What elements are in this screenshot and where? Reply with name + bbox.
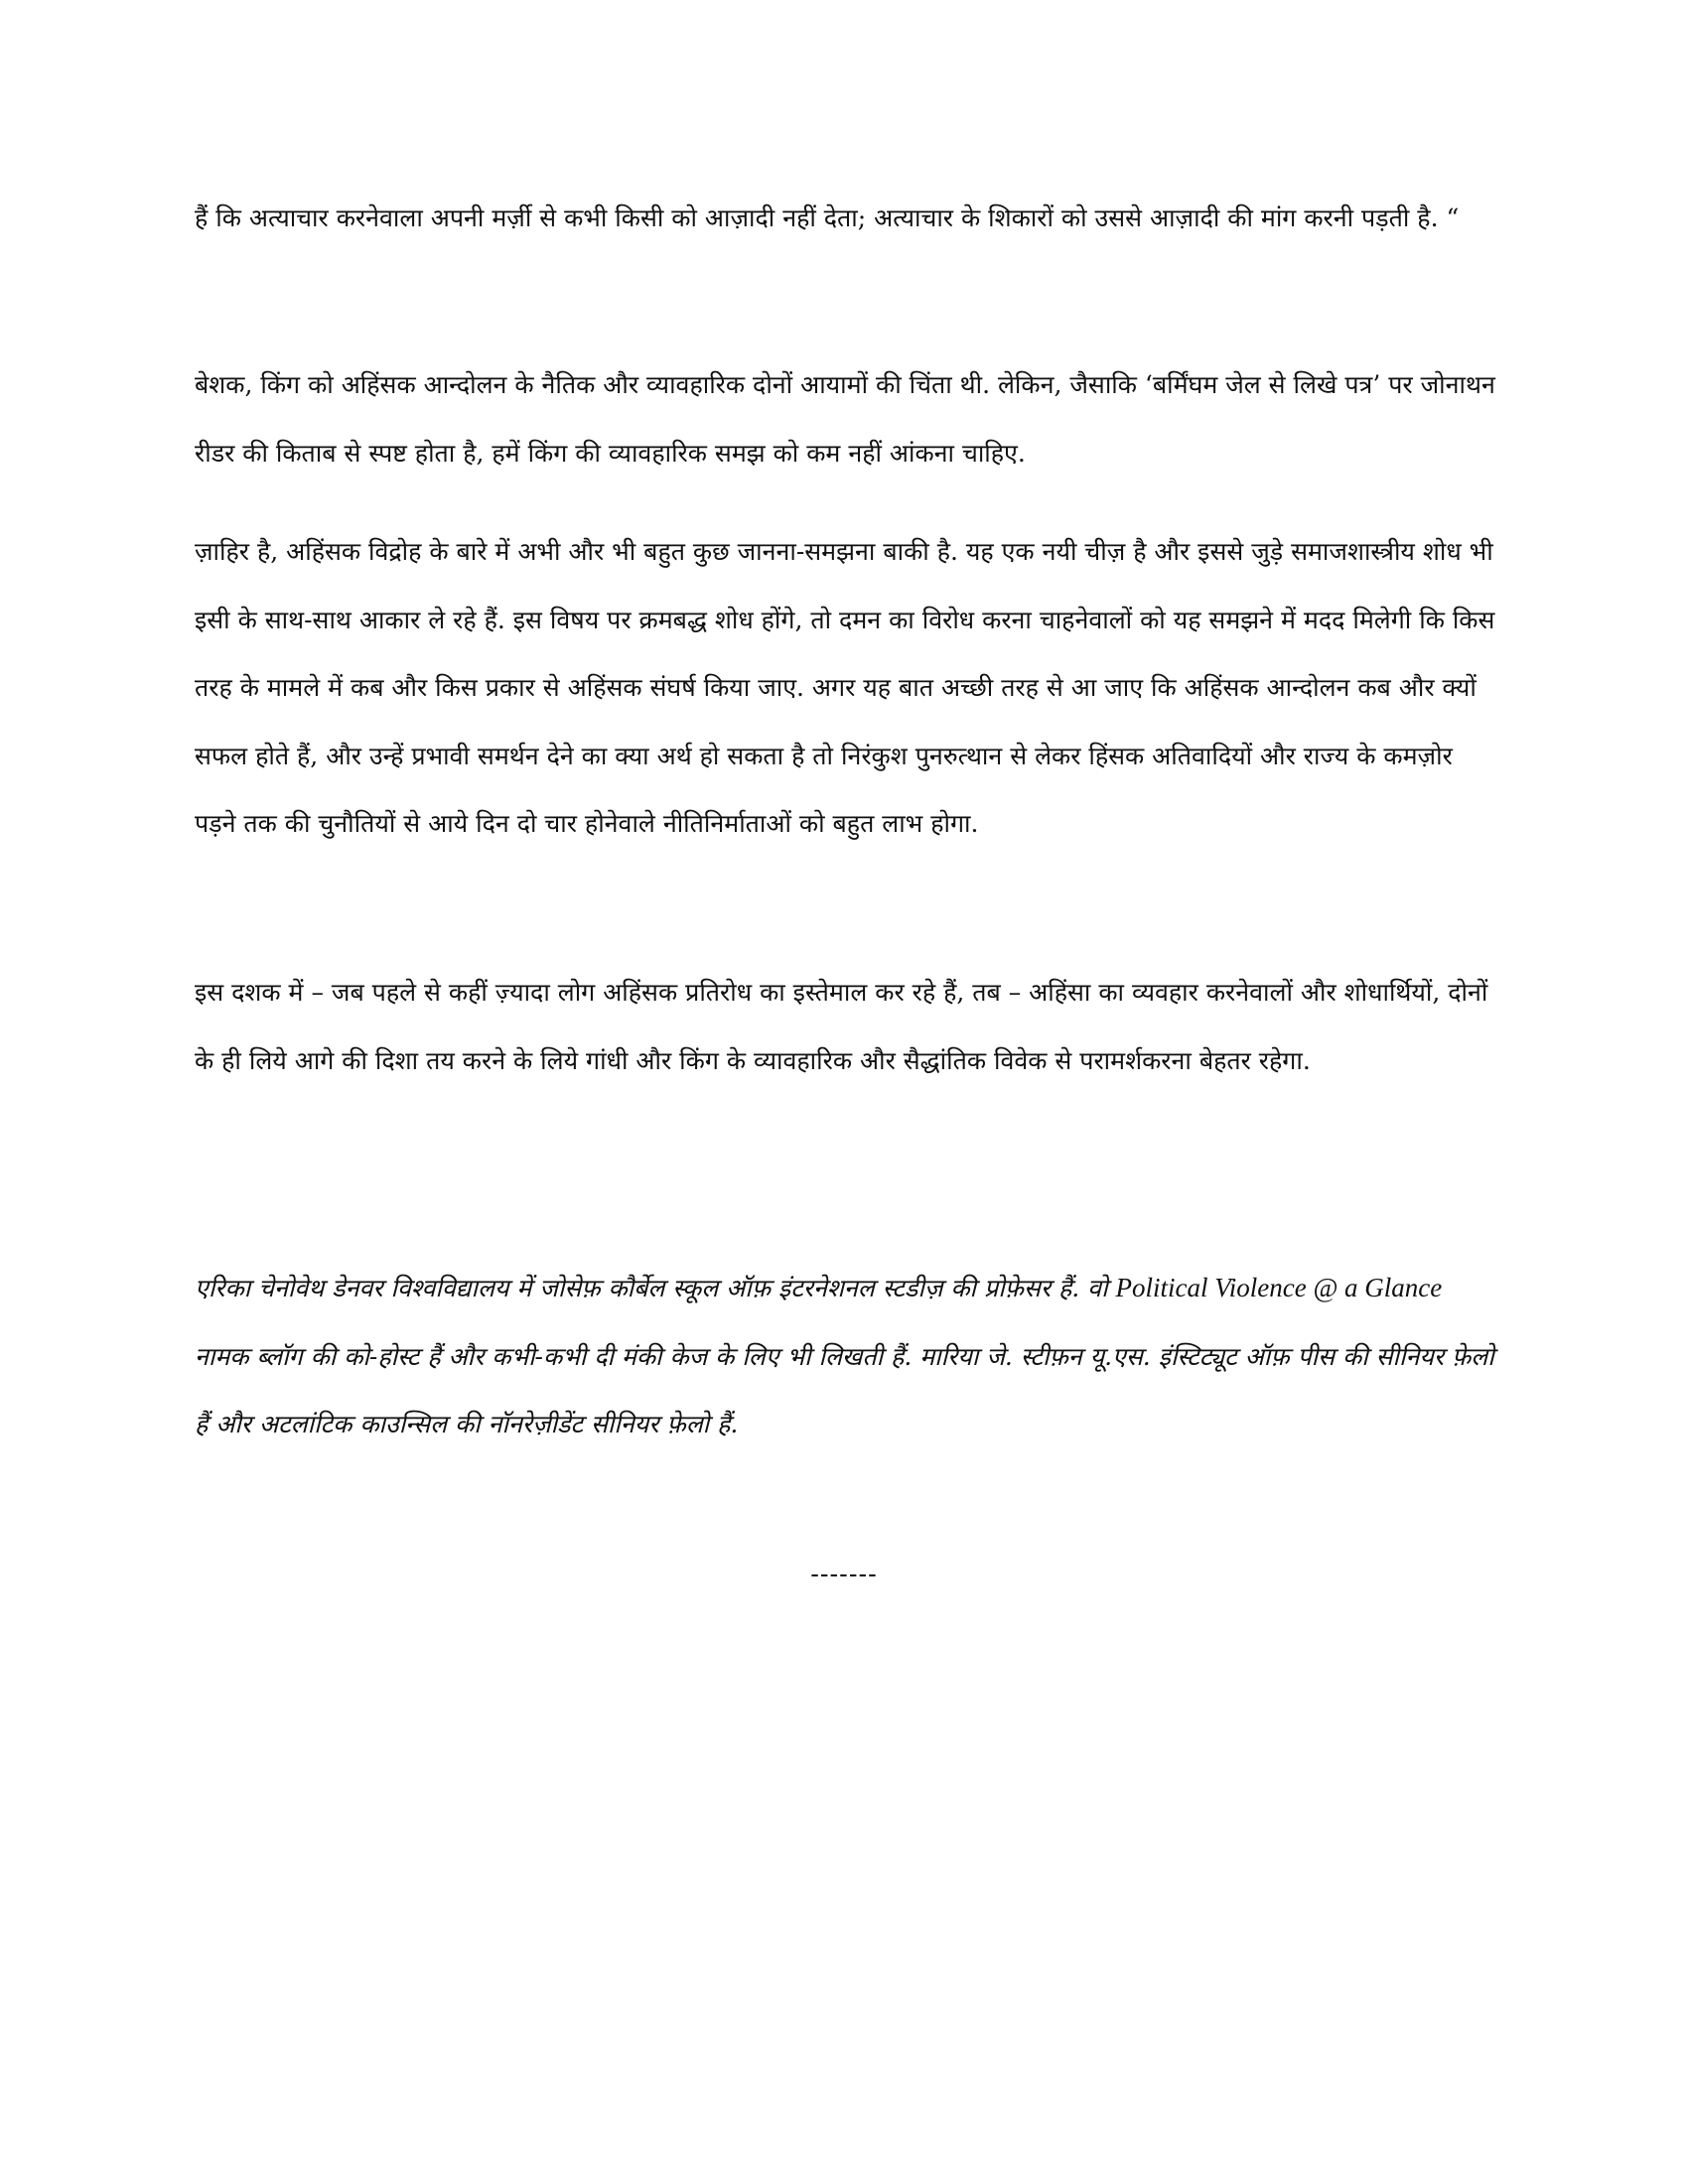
paragraph-4 xyxy=(195,959,1495,1095)
paragraph-2 xyxy=(195,351,1495,487)
bio-part-1: एरिका चेनोवेथ डेनवर विश्वविद्यालय में जोसेफ़ कौर्बेल स्कूल ऑफ़ इंटरनेशनल स्टडीज़ की प्रोफ़ेसर हैं. वो xyxy=(195,1274,1116,1302)
author-bio xyxy=(195,1254,1495,1459)
bio-part-2: नामक ब्लॉग की को-होस्ट हैं और कभी-कभी दी मंकी केज के लिए भी लिखती हैं. मारिया जे. स्टीफ़न यू.एस. इंस्टिट्यूट ऑफ़ पीस की सीनियर फ़ेलो हैं और अटलांटिक काउन्सिल की नॉनरेज़ीडेंट सीनियर फ़ेलो हैं. xyxy=(195,1341,1494,1438)
paragraph-3 xyxy=(195,518,1495,859)
paragraph-text: इस दशक में – जब पहले से कहीं ज़्यादा लोग अहिंसक प्रतिरोध का इस्तेमाल कर रहे हैं, तब – अहिंसा का व्यवहार करनेवालों और शोधार्थियों, दोनों के ही लिये आगे की दिशा तय करने के लिये गांधी और किंग के व्यावहारिक और सैद्धांतिक विवेक से परामर्शकरना बेहतर रहेगा. xyxy=(195,978,1488,1075)
paragraph-1 xyxy=(195,185,1495,253)
blog-name: Political Violence @ a Glance xyxy=(1115,1273,1443,1302)
paragraph-text: ज़ाहिर है, अहिंसक विद्रोह के बारे में अभी और भी बहुत कुछ जानना-समझना बाकी है. यह एक नयी चीज़ है और इससे जुड़े समाजशास्त्रीय शोध भी इसी के साथ-साथ आकार ले रहे हैं. इस विषय पर क्रमबद्ध शोध होंगे, तो दमन का विरोध करना चाहनेवालों को यह समझने में मदद मिलेगी कि किस तरह के मामले में कब और किस प्रकार से अहिंसक संघर्ष किया जाए. अगर यह बात अच्छी तरह से आ जाए कि अहिंसक आन्दोलन कब और क्यों सफल होते हैं, और उन्हें प्रभावी समर्थन देने का क्या अर्थ हो सकता है तो निरंकुश पुनरुत्थान से लेकर हिंसक अतिवादियों और राज्य के कमज़ोर पड़ने तक की चुनौतियों से आये दिन दो चार होनेवाले नीतिनिर्माताओं को बहुत लाभ होगा. xyxy=(195,537,1495,838)
section-separator: ------- xyxy=(810,1559,878,1588)
paragraph-text: बेशक, किंग को अहिंसक आन्दोलन के नैतिक और व्यावहारिक दोनों आयामों की चिंता थी. लेकिन, जैसाकि ‘बर्मिंघम जेल से लिखे पत्र’ पर जोनाथन रीडर की किताब से स्पष्ट होता है, हमें किंग की व्यावहारिक समझ को कम नहीं आंकना चाहिए. xyxy=(195,370,1495,468)
paragraph-text: हैं कि अत्याचार करनेवाला अपनी मर्ज़ी से कभी किसी को आज़ादी नहीं देता; अत्याचार के शिकारों को उससे आज़ादी की मांग करनी पड़ती है. “ xyxy=(195,204,1460,232)
author-bio-text xyxy=(195,1254,1495,1459)
